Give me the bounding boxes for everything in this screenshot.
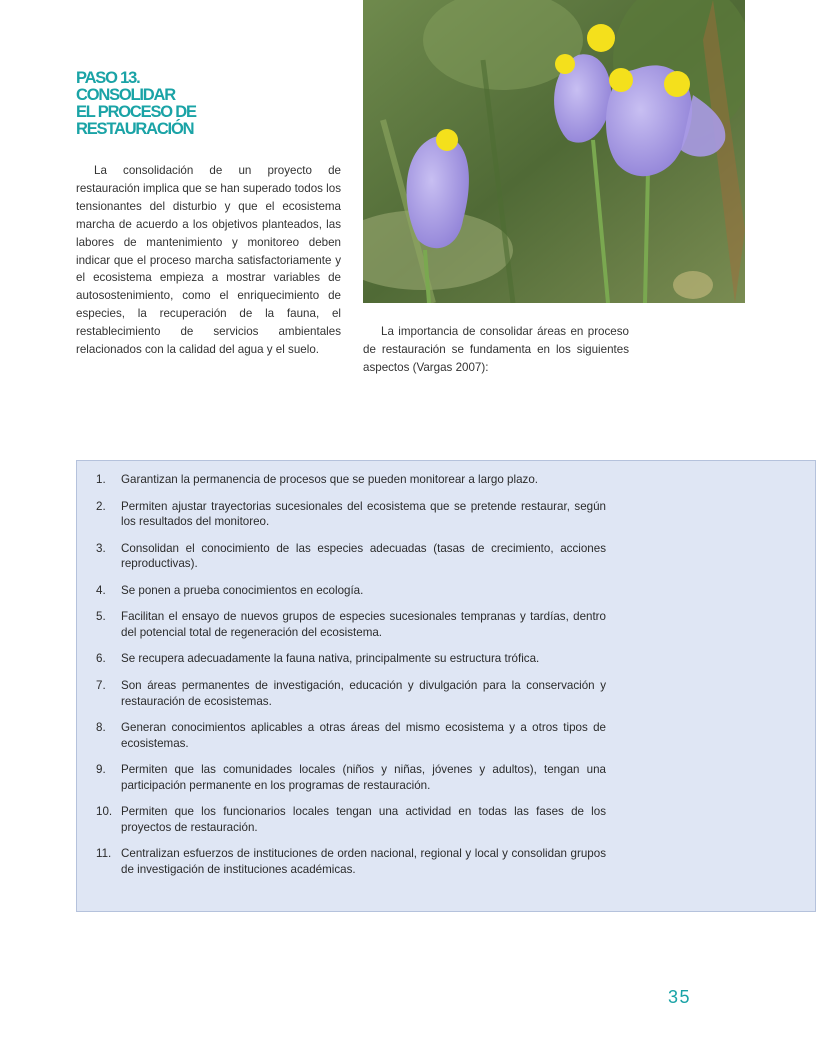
heading-line: PASO 13.: [76, 69, 140, 87]
list-item-text: Son áreas permanentes de investigación, educación y divulgación para la conservación y restauración de ecosistemas.: [121, 679, 606, 708]
page-number: 35: [668, 987, 692, 1007]
list-item-number: 9.: [96, 763, 106, 777]
list-item-text: Centralizan esfuerzos de instituciones de orden nacional, regional y local y consolidan grupos de investigación de instituciones académicas.: [121, 847, 606, 876]
aspects-list: [96, 472, 606, 889]
list-item-number: 6.: [96, 652, 106, 666]
list-item-text: Generan conocimientos aplicables a otras áreas del mismo ecosistema y a otros tipos de ecosistemas.: [121, 721, 606, 750]
section-heading: [76, 70, 276, 138]
list-item-number: 3.: [96, 541, 106, 555]
list-item-text: Facilitan el ensayo de nuevos grupos de especies sucesionales tempranas y tardías, dentro del potencial total de regeneración del ecosistema.: [121, 610, 606, 639]
list-item-number: 4.: [96, 583, 106, 597]
list-item-text: Permiten ajustar trayectorias sucesionales del ecosistema que se pretende restaurar, según los resultados del monitoreo.: [121, 499, 606, 529]
list-item: [96, 499, 606, 530]
list-item-number: 7.: [96, 679, 106, 693]
list-item-text: Consolidan el conocimiento de las especies adecuadas (tasas de crecimiento, acciones reproductivas).: [121, 541, 606, 571]
list-item: [96, 720, 606, 751]
intro-paragraph: La consolidación de un proyecto de restauración implica que se han superado todos los tensionantes del disturbio y que el ecosistema marcha de acuerdo a los objetivos planteados, las labores de mantenimiento y monitoreo deben indicar que el proceso marcha satisfactoriamente y el ecosistema empieza a mostrar variables de autosostenimiento, como el enriquecimiento de especies, la recuperación de la fauna, el restablecimiento de servicios ambientales relacionados con la calidad del agua y el suelo.: [76, 164, 341, 357]
aside-paragraph: La importancia de consolidar áreas en proceso de restauración se fundamenta en los siguientes aspectos (Vargas 2007):: [363, 325, 629, 374]
heading-line: EL PROCESO DE: [76, 103, 196, 121]
flowers-photo: [363, 0, 745, 303]
list-item: [96, 846, 606, 877]
list-item-text: Se recupera adecuadamente la fauna nativa, principalmente su estructura trófica.: [121, 652, 540, 666]
list-item: [96, 472, 606, 488]
list-item-number: 1.: [96, 473, 106, 486]
list-item-number: 11.: [96, 847, 112, 861]
list-item: [96, 804, 606, 835]
list-item-number: 2.: [96, 499, 106, 513]
list-item: [96, 583, 606, 599]
heading-line: CONSOLIDAR: [76, 86, 175, 104]
list-item: [96, 651, 606, 667]
list-item-text: Se ponen a prueba conocimientos en ecología.: [121, 583, 364, 597]
list-item-number: 5.: [96, 610, 106, 624]
list-item: [96, 762, 606, 793]
list-item: [96, 609, 606, 640]
list-item: [96, 678, 606, 709]
list-item-text: Permiten que los funcionarios locales tengan una actividad en todas las fases de los proyectos de restauración.: [121, 805, 606, 834]
list-item-number: 8.: [96, 721, 106, 735]
list-item-text: Garantizan la permanencia de procesos que se pueden monitorear a largo plazo.: [121, 473, 538, 486]
list-item: [96, 541, 606, 572]
list-item-number: 10.: [96, 805, 113, 819]
heading-line: RESTAURACIÓN: [76, 120, 194, 138]
list-item-text: Permiten que las comunidades locales (niños y niñas, jóvenes y adultos), tengan una participación permanente en los programas de restauración.: [121, 763, 606, 792]
